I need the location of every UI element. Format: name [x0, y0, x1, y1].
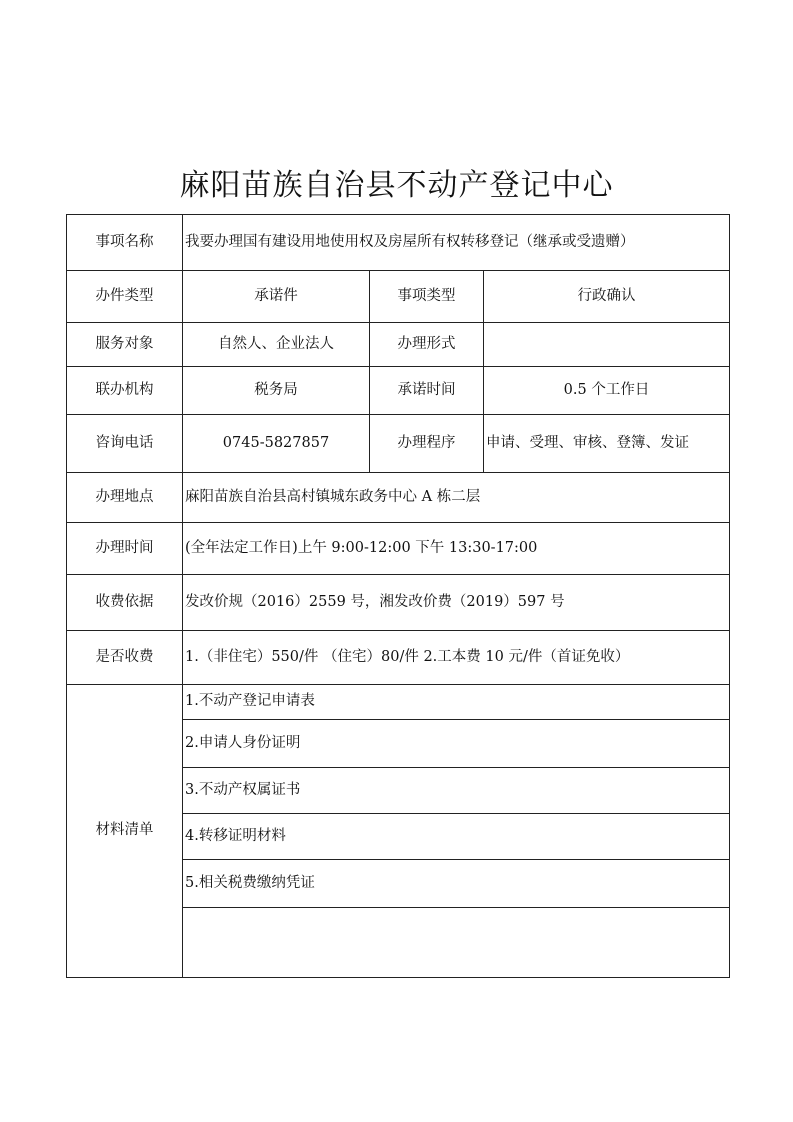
fee-value: 1.（非住宅）550/件 （住宅）80/件 2.工本费 10 元/件（首证免收）	[183, 631, 730, 685]
materials-label: 材料清单	[67, 685, 183, 978]
row-location	[67, 473, 730, 523]
case-type-label: 办件类型	[67, 271, 183, 323]
row-joint-agency	[67, 367, 730, 415]
fee-basis-label: 收费依据	[67, 575, 183, 631]
promised-time-value: 0.5 个工作日	[484, 367, 730, 415]
location-value: 麻阳苗族自治县高村镇城东政务中心 A 栋二层	[183, 473, 730, 523]
material-item: 5.相关税费缴纳凭证	[183, 860, 730, 908]
item-type-value: 行政确认	[484, 271, 730, 323]
row-service-target	[67, 323, 730, 367]
item-name-label: 事项名称	[67, 215, 183, 271]
row-hours	[67, 523, 730, 575]
material-item-empty	[183, 908, 730, 978]
row-item-name	[67, 215, 730, 271]
service-target-label: 服务对象	[67, 323, 183, 367]
row-fee-basis	[67, 575, 730, 631]
phone-label: 咨询电话	[67, 415, 183, 473]
row-phone	[67, 415, 730, 473]
joint-agency-label: 联办机构	[67, 367, 183, 415]
item-name-value: 我要办理国有建设用地使用权及房屋所有权转移登记（继承或受遗赠）	[183, 215, 730, 271]
service-info-table	[66, 214, 730, 978]
location-label: 办理地点	[67, 473, 183, 523]
handling-form-label: 办理形式	[370, 323, 484, 367]
joint-agency-value: 税务局	[183, 367, 370, 415]
service-target-value: 自然人、企业法人	[183, 323, 370, 367]
material-row	[67, 685, 730, 720]
procedure-value: 申请、受理、审核、登簿、发证	[484, 415, 730, 473]
page-title: 麻阳苗族自治县不动产登记中心	[179, 168, 614, 203]
fee-basis-value: 发改价规（2016）2559 号，湘发改价费（2019）597 号	[183, 575, 730, 631]
case-type-value: 承诺件	[183, 271, 370, 323]
material-item: 4.转移证明材料	[183, 814, 730, 860]
material-item: 1.不动产登记申请表	[183, 685, 730, 720]
row-fee	[67, 631, 730, 685]
item-type-label: 事项类型	[370, 271, 484, 323]
row-case-type	[67, 271, 730, 323]
phone-value: 0745-5827857	[183, 415, 370, 473]
handling-form-value	[484, 323, 730, 367]
material-item: 3.不动产权属证书	[183, 768, 730, 814]
hours-label: 办理时间	[67, 523, 183, 575]
hours-value: (全年法定工作日)上午 9:00-12:00 下午 13:30-17:00	[183, 523, 730, 575]
promised-time-label: 承诺时间	[370, 367, 484, 415]
fee-label: 是否收费	[67, 631, 183, 685]
material-item: 2.申请人身份证明	[183, 720, 730, 768]
procedure-label: 办理程序	[370, 415, 484, 473]
